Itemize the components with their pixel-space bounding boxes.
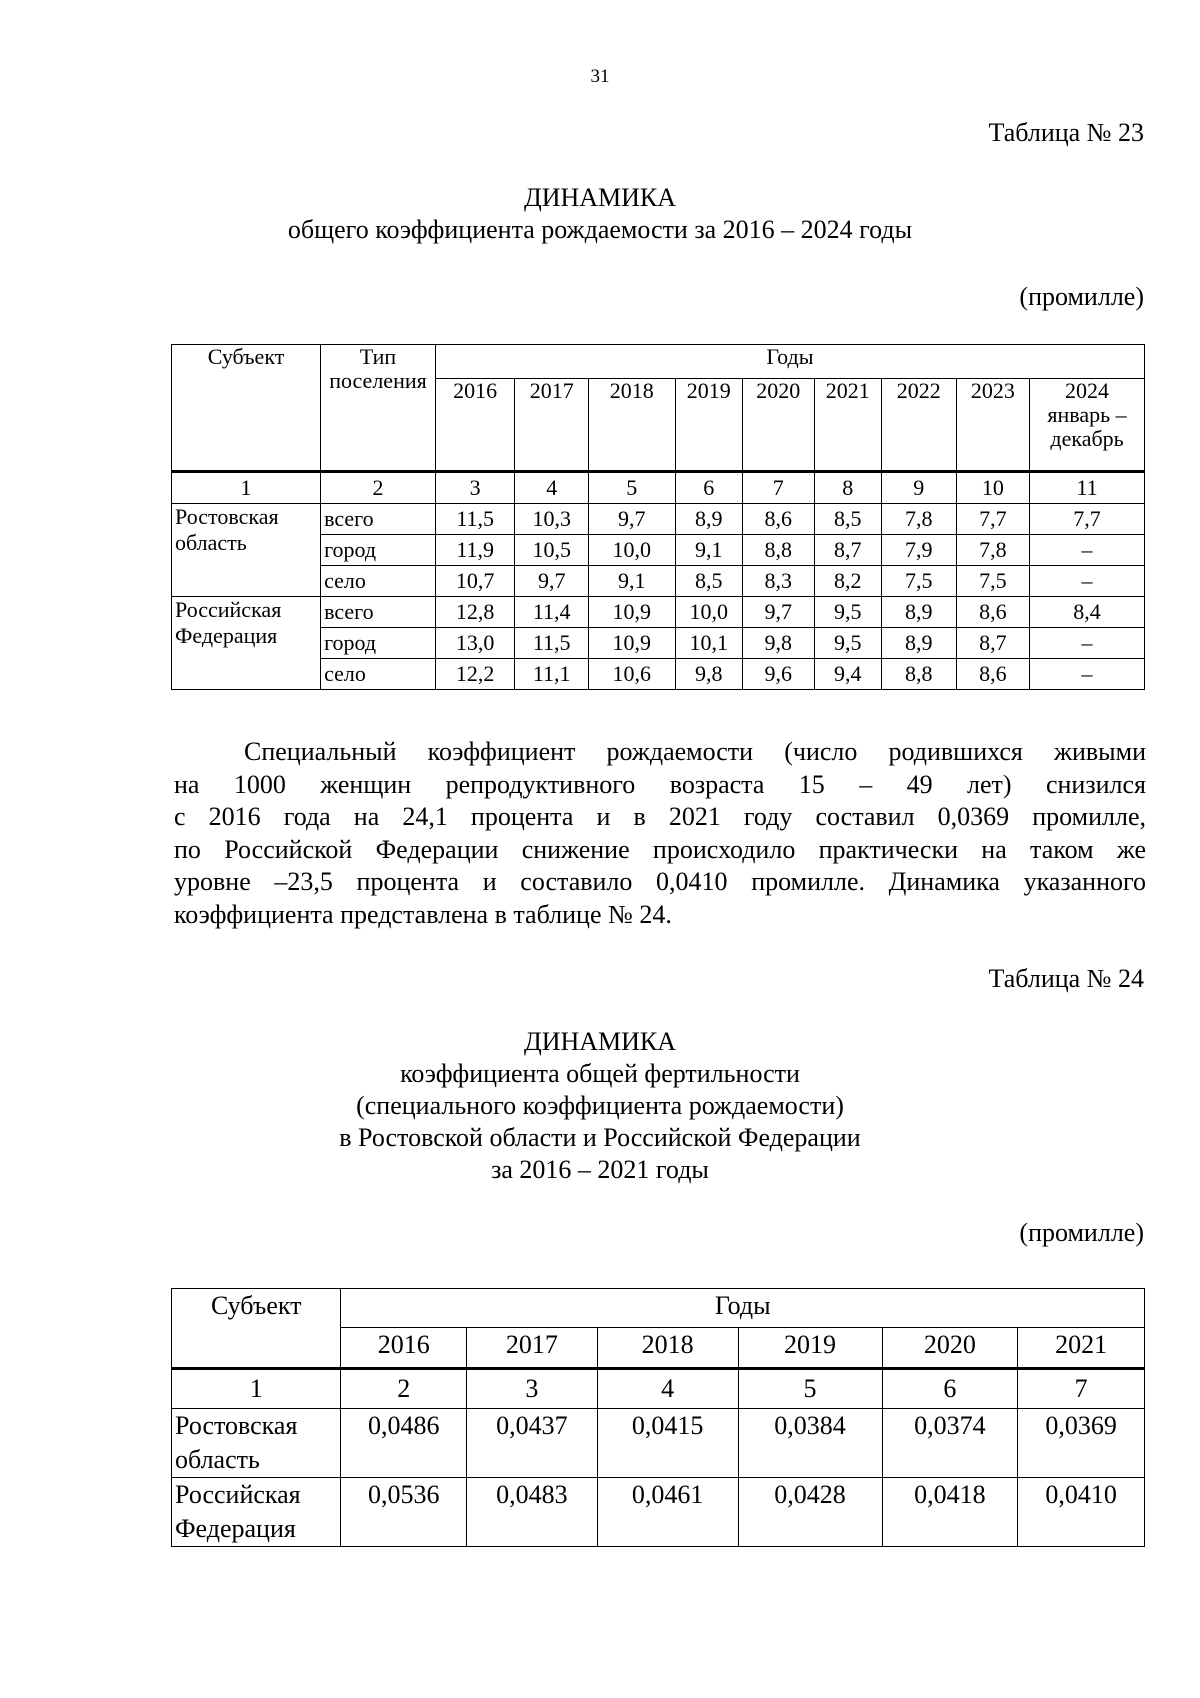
column-number: 3 [435,472,515,504]
value-cell: 8,6 [956,659,1030,690]
value-cell: 8,7 [814,535,881,566]
value-cell: 7,9 [882,535,957,566]
settlement-type-cell: село [321,659,436,690]
column-number: 8 [814,472,881,504]
settlement-type-cell: всего [321,597,436,628]
column-number-row [172,472,1145,504]
subject-line: область [175,1445,260,1474]
column-number: 2 [341,1369,467,1409]
value-cell: 8,4 [1030,597,1145,628]
paragraph-line [174,769,1146,802]
header-year: 2021 [814,378,881,471]
column-number: 7 [743,472,815,504]
page-number: 31 [590,66,610,87]
subject-line: Российская [175,1480,301,1509]
value-cell: 0,0410 [1018,1478,1145,1547]
value-cell: 11,1 [515,659,589,690]
header-row [172,1289,1145,1328]
value-cell: 0,0415 [597,1409,738,1478]
column-number-row [172,1369,1145,1409]
column-number: 2 [321,472,436,504]
paragraph-line-text: Специальный коэффициент рождаемости (число родившихся живыми [244,737,1146,766]
subject-line: Ростовская [175,504,279,529]
subject-line: Ростовская [175,1411,298,1440]
value-cell: 9,1 [588,566,675,597]
header-year: 2019 [738,1328,882,1369]
value-cell: 10,6 [588,659,675,690]
settlement-type-cell: всего [321,504,436,535]
header-year: 2023 [956,378,1030,471]
column-number: 7 [1018,1369,1145,1409]
value-cell: 7,7 [1030,504,1145,535]
value-cell: 8,9 [882,628,957,659]
header-year-2024-line3: декабрь [1050,425,1124,451]
column-number: 5 [738,1369,882,1409]
table-24-subtitle-line: (специального коэффициента рождаемости) [356,1091,844,1120]
paragraph-line [174,866,1146,899]
subject-cell [172,1478,341,1547]
value-cell: 8,8 [743,535,815,566]
value-cell: 8,5 [675,566,742,597]
value-cell: 9,8 [675,659,742,690]
paragraph-line-text: на 1000 женщин репродуктивного возраста 15 – 49 лет) снизился [174,769,1146,799]
header-year: 2022 [882,378,957,471]
value-cell: 10,7 [435,566,515,597]
value-cell: 10,1 [675,628,742,659]
header-year: 2018 [597,1328,738,1369]
value-cell: 0,0437 [467,1409,598,1478]
header-year: 2016 [341,1328,467,1369]
value-cell: 9,7 [515,566,589,597]
value-cell: 0,0461 [597,1478,738,1547]
header-year-2024-line1: 2024 [1065,377,1110,403]
value-cell: – [1030,535,1145,566]
value-cell: 8,5 [814,504,881,535]
table-23-title-main: ДИНАМИКА [523,183,677,212]
settlement-type-cell: город [321,628,436,659]
column-number: 3 [467,1369,598,1409]
table-24-unit: (промилле) [1019,1218,1144,1247]
table-row [172,504,1145,535]
value-cell: – [1030,566,1145,597]
value-cell: 8,3 [743,566,815,597]
column-number: 1 [172,472,321,504]
paragraph-line [174,736,1146,769]
header-subject: Субъект [172,345,321,472]
table-24-title [0,1026,1200,1186]
header-subject: Субъект [172,1289,341,1369]
column-number: 11 [1030,472,1145,504]
value-cell: – [1030,628,1145,659]
header-settlement-type [321,345,436,472]
fertility-table-body [172,1409,1145,1547]
settlement-type-cell: село [321,566,436,597]
value-cell: 0,0486 [341,1409,467,1478]
subject-cell [172,597,321,690]
value-cell: 9,5 [814,597,881,628]
birth-rate-table [171,344,1145,690]
subject-cell [172,1409,341,1478]
value-cell: 10,0 [675,597,742,628]
table-row [172,1409,1145,1478]
value-cell: 0,0536 [341,1478,467,1547]
value-cell: 0,0483 [467,1478,598,1547]
value-cell: 12,2 [435,659,515,690]
paragraph-line [174,899,1146,932]
column-number: 1 [172,1369,341,1409]
table-24-label: Таблица № 24 [988,964,1144,993]
header-year: 2016 [435,378,515,471]
table-23-label: Таблица № 23 [988,118,1144,147]
value-cell: 9,8 [743,628,815,659]
value-cell: 9,1 [675,535,742,566]
body-paragraph [174,736,1146,931]
value-cell: 9,5 [814,628,881,659]
header-row [172,345,1145,379]
subject-line: Федерация [175,623,278,648]
value-cell: 7,5 [882,566,957,597]
table-24-subtitle-line: в Ростовской области и Российской Федерации [339,1123,861,1152]
header-year: 2020 [882,1328,1018,1369]
value-cell: 10,0 [588,535,675,566]
birth-rate-table-body [172,504,1145,690]
column-number: 4 [515,472,589,504]
header-year: 2021 [1018,1328,1145,1369]
value-cell: 0,0384 [738,1409,882,1478]
paragraph-line-text: с 2016 года на 24,1 процента и в 2021 году составил 0,0369 промилле, [174,802,1146,831]
column-number: 4 [597,1369,738,1409]
column-number: 6 [882,1369,1018,1409]
header-years: Годы [435,345,1144,379]
header-year: 2019 [675,378,742,471]
value-cell: 11,5 [435,504,515,535]
value-cell: 0,0369 [1018,1409,1145,1478]
paragraph-line-text: по Российской Федерации снижение происходило практически на таком же [174,834,1146,864]
table-24-title-main: ДИНАМИКА [523,1027,677,1056]
column-number: 5 [588,472,675,504]
value-cell: 8,9 [882,597,957,628]
value-cell: 0,0418 [882,1478,1018,1547]
table-row [172,1478,1145,1547]
value-cell: 9,4 [814,659,881,690]
column-number: 10 [956,472,1030,504]
header-settlement-line1: Тип [359,344,397,369]
fertility-table [171,1288,1145,1547]
header-settlement-line2: поселения [329,368,427,393]
column-number: 9 [882,472,957,504]
header-year: 2017 [467,1328,598,1369]
value-cell: 12,8 [435,597,515,628]
header-year: 2020 [743,378,815,471]
value-cell: 7,8 [882,504,957,535]
table-23-unit: (промилле) [1019,282,1144,311]
table-23-subtitle: общего коэффициента рождаемости за 2016 – 2024 годы [287,215,913,244]
value-cell: 8,8 [882,659,957,690]
value-cell: 11,5 [515,628,589,659]
value-cell: 0,0374 [882,1409,1018,1478]
paragraph-line [174,801,1146,834]
value-cell: 10,9 [588,597,675,628]
settlement-type-cell: город [321,535,436,566]
value-cell: 10,3 [515,504,589,535]
table-23-title [0,182,1200,246]
value-cell: – [1030,659,1145,690]
subject-line: Федерация [175,1514,296,1543]
table-row [172,597,1145,628]
table-24-subtitle-line: за 2016 – 2021 годы [491,1155,709,1184]
value-cell: 7,8 [956,535,1030,566]
value-cell: 9,7 [588,504,675,535]
subject-line: область [175,530,247,555]
value-cell: 10,5 [515,535,589,566]
value-cell: 8,6 [956,597,1030,628]
value-cell: 9,6 [743,659,815,690]
value-cell: 9,7 [743,597,815,628]
paragraph-line [174,834,1146,867]
header-year: 2018 [588,378,675,471]
value-cell: 7,7 [956,504,1030,535]
value-cell: 0,0428 [738,1478,882,1547]
value-cell: 8,9 [675,504,742,535]
table-24-subtitle-line: коэффициента общей фертильности [400,1059,800,1088]
header-year-2024 [1030,378,1145,471]
value-cell: 7,5 [956,566,1030,597]
header-year-2024-line2: январь – [1047,401,1127,427]
subject-line: Российская [175,597,282,622]
value-cell: 11,4 [515,597,589,628]
value-cell: 8,7 [956,628,1030,659]
paragraph-line-text: коэффициента представлена в таблице № 24. [174,899,672,929]
value-cell: 11,9 [435,535,515,566]
value-cell: 13,0 [435,628,515,659]
value-cell: 8,6 [743,504,815,535]
subject-cell [172,504,321,597]
value-cell: 8,2 [814,566,881,597]
header-years: Годы [341,1289,1145,1328]
column-number: 6 [675,472,742,504]
header-year: 2017 [515,378,589,471]
paragraph-line-text: уровне –23,5 процента и составило 0,0410 промилле. Динамика указанного [174,867,1146,896]
value-cell: 10,9 [588,628,675,659]
